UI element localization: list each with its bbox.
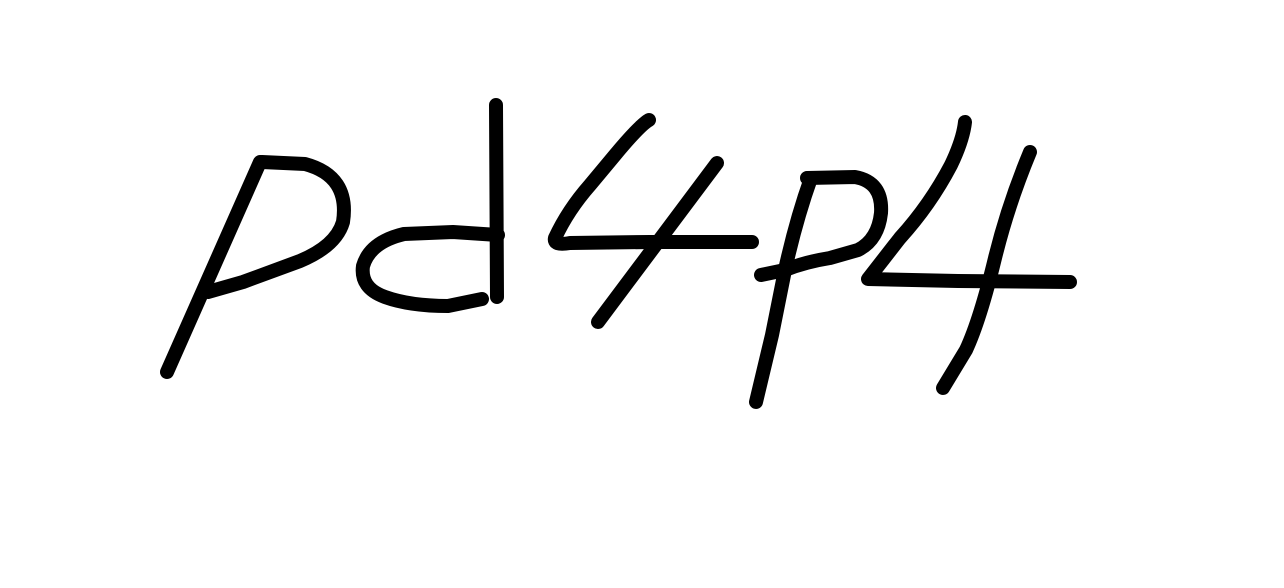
glyph-p-1 bbox=[167, 162, 344, 372]
glyph-d bbox=[363, 105, 498, 306]
p1-stem bbox=[167, 162, 260, 372]
glyph-4-2 bbox=[868, 122, 1070, 388]
glyph-4-1 bbox=[555, 120, 752, 322]
four2-stem bbox=[943, 152, 1030, 388]
glyph-p-2 bbox=[756, 177, 881, 402]
four2-diagonal-and-bar bbox=[868, 122, 1070, 282]
d-stem bbox=[496, 105, 497, 297]
d-bowl bbox=[363, 232, 498, 306]
four1-diagonal-and-bar bbox=[555, 120, 752, 244]
p2-bowl bbox=[761, 177, 881, 275]
p2-stem bbox=[756, 178, 811, 402]
